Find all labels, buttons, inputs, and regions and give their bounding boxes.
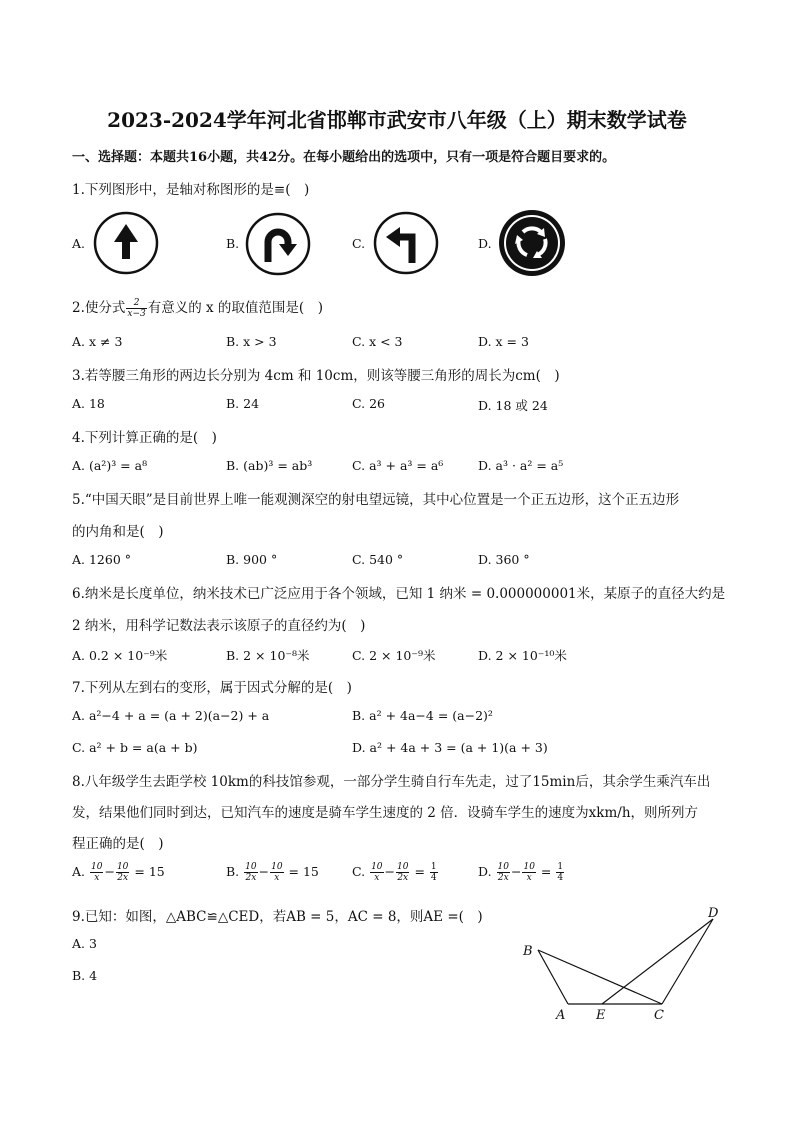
q2-option-b: B. x > 3 — [226, 334, 277, 349]
q4-option-c: C. a³ + a³ = a⁶ — [352, 458, 444, 473]
q9-option-b: B. 4 — [72, 968, 98, 983]
q8-option-b: B. $\frac{10}{2x}$ − $\frac{10}{x}$ = 15 — [226, 862, 319, 883]
q2-stem — [72, 296, 323, 319]
q2-num: 2 — [126, 298, 146, 309]
q8-option-d: D. $\frac{10}{2x}$ − $\frac{10}{x}$ = $\frac{1}{4}$ — [478, 862, 564, 883]
roundabout-sign-icon — [497, 208, 567, 278]
q4-option-a: A. (a²)³ = a⁸ — [72, 458, 148, 473]
q6-line1: 6.纳米是长度单位，纳米技术已广泛应用于各个领域，已知 1 纳米 = 0.000000001米，某原子的直径大约是 — [72, 586, 726, 602]
q1-stem: 1.下列图形中，是轴对称图形的是≡( ) — [72, 182, 310, 198]
q6-option-a: A. 0.2 × 10⁻⁹米 — [72, 648, 168, 663]
q2-den: x−3 — [127, 309, 146, 319]
q2-fraction — [126, 298, 146, 319]
frac-den: 2x — [397, 873, 409, 883]
q7-option-a: A. a²−4 + a = (a + 2)(a−2) + a — [72, 708, 270, 723]
frac-num: 10 — [497, 862, 509, 872]
point-label-b: B — [523, 944, 533, 959]
triangle-figure — [520, 903, 730, 1023]
q5-option-b: B. 900 ° — [226, 552, 278, 567]
q8-option-b-label: B. — [226, 864, 240, 879]
q6-option-d: D. 2 × 10⁻¹⁰米 — [478, 648, 567, 663]
q1-label-a: A. — [72, 236, 86, 251]
frac-den: x — [94, 873, 100, 883]
q5-option-d: D. 360 ° — [478, 552, 530, 567]
point-label-e: E — [596, 1008, 606, 1023]
q2-option-a: A. x ≠ 3 — [72, 334, 123, 349]
segment-ba — [538, 950, 568, 1004]
q7-option-d: D. a² + 4a + 3 = (a + 1)(a + 3) — [352, 740, 548, 755]
q6-option-c: C. 2 × 10⁻⁹米 — [352, 648, 436, 663]
frac-num: 1 — [430, 862, 437, 872]
point-label-a: A — [556, 1008, 566, 1023]
q7-stem: 7.下列从左到右的变形，属于因式分解的是( ) — [72, 680, 352, 696]
q5-option-c: C. 540 ° — [352, 552, 404, 567]
u-turn-sign-icon — [244, 212, 312, 276]
q9-stem: 9.已知：如图，△ABC≌△CED，若AB = 5，AC = 8，则AE =( ) — [72, 909, 483, 925]
q9-option-a: A. 3 — [72, 936, 97, 951]
q7-option-c: C. a² + b = a(a + b) — [72, 740, 198, 755]
q8-option-d-label: D. — [478, 864, 492, 879]
q4-option-b: B. (ab)³ = ab³ — [226, 458, 313, 473]
q6-line2: 2 纳米，用科学记数法表示该原子的直径约为( ) — [72, 618, 366, 634]
segment-bc — [538, 950, 662, 1004]
frac-num: 10 — [271, 862, 283, 872]
q4-option-d: D. a³ · a² = a⁵ — [478, 458, 564, 473]
frac-den: x — [274, 873, 280, 883]
point-label-d: D — [708, 906, 719, 921]
q8-option-b-rhs: = 15 — [288, 864, 319, 879]
frac-num: 1 — [557, 862, 564, 872]
q8-option-a-label: A. — [72, 864, 86, 879]
q5-option-a: A. 1260 ° — [72, 552, 132, 567]
page-title: 2023-2024学年河北省邯郸市武安市八年级（上）期末数学试卷 — [107, 108, 687, 132]
frac-num: 10 — [371, 862, 383, 872]
frac-den: 2x — [117, 873, 129, 883]
point-label-c: C — [654, 1008, 664, 1023]
frac-den: x — [374, 873, 380, 883]
frac-den: x — [526, 873, 532, 883]
q2-option-d: D. x = 3 — [478, 334, 529, 349]
frac-den: 4 — [557, 873, 564, 883]
q8-option-c: C. $\frac{10}{x}$ − $\frac{10}{2x}$ = $\frac{1}{4}$ — [352, 862, 437, 883]
frac-num: 10 — [91, 862, 103, 872]
section-heading: 一、选择题：本题共16小题，共42分。在每小题给出的选项中，只有一项是符合题目要求的。 — [72, 150, 616, 165]
q1-label-d: D. — [478, 236, 492, 251]
frac-den: 2x — [497, 873, 509, 883]
q2-option-c: C. x < 3 — [352, 334, 403, 349]
q3-option-b: B. 24 — [226, 396, 260, 411]
up-arrow-sign-icon — [92, 211, 160, 275]
q8-option-a-rhs: = 15 — [134, 864, 165, 879]
q8-option-c-label: C. — [352, 864, 366, 879]
q8-line2: 发，结果他们同时到达，已知汽车的速度是骑车学生速度的 2 倍．设骑车学生的速度为xkm/h，则所列方 — [72, 805, 699, 821]
frac-num: 10 — [523, 862, 535, 872]
q1-label-c: C. — [352, 236, 366, 251]
q8-line3: 程正确的是( ) — [72, 836, 164, 852]
frac-num: 10 — [116, 862, 129, 872]
frac-den: 2x — [245, 873, 257, 883]
q8-line1: 8.八年级学生去距学校 10km的科技馆参观，一部分学生骑自行车先走，过了15min后，其余学生乘汽车出 — [72, 774, 711, 790]
q3-option-c: C. 26 — [352, 396, 385, 411]
q5-line1: 5.“中国天眼”是目前世界上唯一能观测深空的射电望远镜，其中心位置是一个正五边形，这个正五边形 — [72, 492, 680, 508]
q6-option-b: B. 2 × 10⁻⁸米 — [226, 648, 310, 663]
q3-option-a: A. 18 — [72, 396, 105, 411]
segment-cd — [662, 919, 713, 1004]
q5-line2: 的内角和是( ) — [72, 524, 164, 540]
frac-den: 4 — [430, 873, 437, 883]
q3-option-d: D. 18 或 24 — [478, 398, 548, 413]
q7-option-b: B. a² + 4a−4 = (a−2)² — [352, 708, 493, 723]
left-turn-sign-icon — [372, 211, 440, 275]
q4-stem: 4.下列计算正确的是( ) — [72, 430, 217, 446]
frac-num: 10 — [397, 862, 409, 872]
q8-option-a: A. $\frac{10}{x}$ − $\frac{10}{2x}$ = 15 — [72, 862, 165, 883]
frac-num: 10 — [245, 862, 257, 872]
q1-label-b: B. — [226, 236, 240, 251]
q3-stem: 3.若等腰三角形的两边长分别为 4cm 和 10cm，则该等腰三角形的周长为cm( ) — [72, 368, 560, 384]
q2-pre: 2.使分式 — [72, 300, 126, 316]
q2-post: 有意义的 x 的取值范围是( ) — [147, 300, 323, 316]
segment-ed — [602, 919, 713, 1004]
